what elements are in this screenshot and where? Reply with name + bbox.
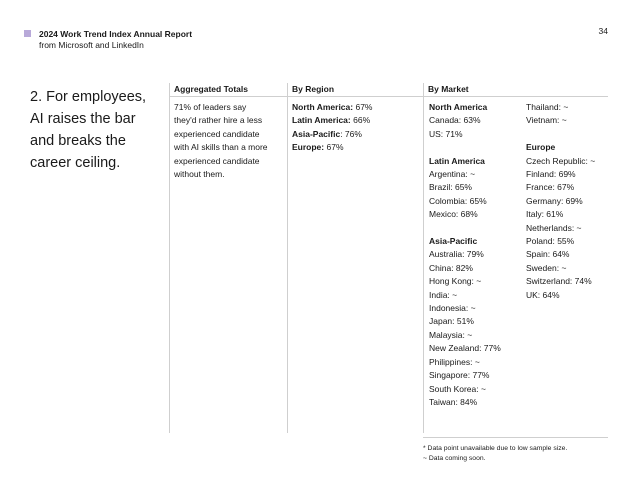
market-item: France: 67%: [526, 182, 575, 193]
market-item: Italy: 61%: [526, 209, 564, 220]
section-heading: [30, 86, 155, 174]
market-item: Finland: 69%: [526, 169, 576, 180]
market-item: Thailand: ~: [526, 102, 569, 112]
heading-line: and breaks the: [30, 133, 126, 149]
market-item: Germany: 69%: [526, 195, 583, 206]
spacer: [429, 222, 501, 235]
market-item: Mexico: 68%: [429, 209, 478, 220]
text-line: experienced candidate: [174, 128, 260, 139]
market-item: Singapore: 77%: [429, 370, 490, 381]
region-label: Asia-Pacific: [292, 128, 341, 139]
aggregated-totals-text: [174, 101, 268, 181]
market-item: Vietnam: ~: [526, 115, 567, 126]
spacer: [429, 141, 501, 154]
market-item: Netherlands: ~: [526, 222, 582, 233]
market-item: Spain: 64%: [526, 249, 570, 260]
market-item: Hong Kong: ~: [429, 276, 482, 287]
market-item: New Zealand: 77%: [429, 343, 501, 354]
market-item: Indonesia: ~: [429, 303, 476, 314]
market-group-title: North America: [429, 102, 488, 112]
market-group-title: Latin America: [429, 155, 485, 166]
region-row: [292, 128, 372, 141]
market-item: Taiwan: 84%: [429, 396, 478, 407]
region-value: 67%: [355, 102, 373, 112]
region-label: Europe:: [292, 142, 325, 153]
market-list-col2: [526, 101, 595, 302]
heading-line: 2. For employees,: [30, 89, 147, 105]
aggregated-totals-header: Aggregated Totals: [174, 84, 248, 94]
market-group-title: Asia-Pacific: [429, 236, 478, 247]
page-number: 34: [598, 26, 608, 36]
by-region-header: By Region: [292, 84, 335, 94]
market-item: Sweden: ~: [526, 262, 567, 273]
market-item: China: 82%: [429, 262, 473, 273]
footnote-line: ~ Data coming soon.: [423, 455, 486, 462]
heading-line: career ceiling.: [30, 155, 121, 171]
market-item: Brazil: 65%: [429, 182, 472, 193]
market-item: South Korea: ~: [429, 383, 486, 394]
spacer: [526, 128, 595, 141]
region-value: 67%: [326, 142, 344, 153]
text-line: without them.: [174, 169, 225, 180]
market-item: Poland: 55%: [526, 236, 575, 247]
divider-aggregated: [169, 83, 170, 433]
market-item: Japan: 51%: [429, 316, 474, 327]
report-subtitle: from Microsoft and LinkedIn: [39, 40, 144, 50]
footnotes: [423, 444, 567, 464]
text-line: 71% of leaders say: [174, 102, 247, 112]
region-row: [292, 141, 372, 154]
region-row: [292, 101, 372, 114]
column-header-rule: [170, 96, 608, 97]
market-list-col1: [429, 101, 501, 409]
market-item: India: ~: [429, 289, 458, 300]
market-item: Australia: 79%: [429, 249, 484, 260]
text-line: experienced candidate: [174, 155, 260, 166]
market-item: Switzerland: 74%: [526, 276, 592, 287]
region-label: North America:: [292, 102, 354, 112]
market-item: Argentina: ~: [429, 169, 476, 180]
divider-market: [423, 83, 424, 433]
market-item: Canada: 63%: [429, 115, 481, 126]
footnote-rule: [423, 437, 608, 438]
market-item: Czech Republic: ~: [526, 155, 596, 166]
footnote-line: * Data point unavailable due to low sample size.: [423, 445, 568, 452]
by-market-header: By Market: [428, 84, 469, 94]
market-item: Malaysia: ~: [429, 329, 473, 340]
report-accent-square: [24, 30, 31, 37]
market-group-title: Europe: [526, 142, 556, 153]
divider-region: [287, 83, 288, 433]
heading-line: AI raises the bar: [30, 111, 136, 127]
region-value: : 76%: [340, 128, 362, 139]
region-value: 66%: [353, 115, 371, 126]
text-line: with AI skills than a more: [174, 142, 268, 153]
market-item: Colombia: 65%: [429, 195, 487, 206]
region-row: [292, 114, 372, 127]
market-item: Philippines: ~: [429, 356, 480, 367]
market-item: UK: 64%: [526, 289, 560, 300]
text-line: they'd rather hire a less: [174, 115, 263, 126]
market-item: US: 71%: [429, 128, 463, 139]
region-label: Latin America:: [292, 115, 351, 126]
report-title: 2024 Work Trend Index Annual Report: [39, 29, 193, 39]
region-list: [292, 101, 372, 155]
